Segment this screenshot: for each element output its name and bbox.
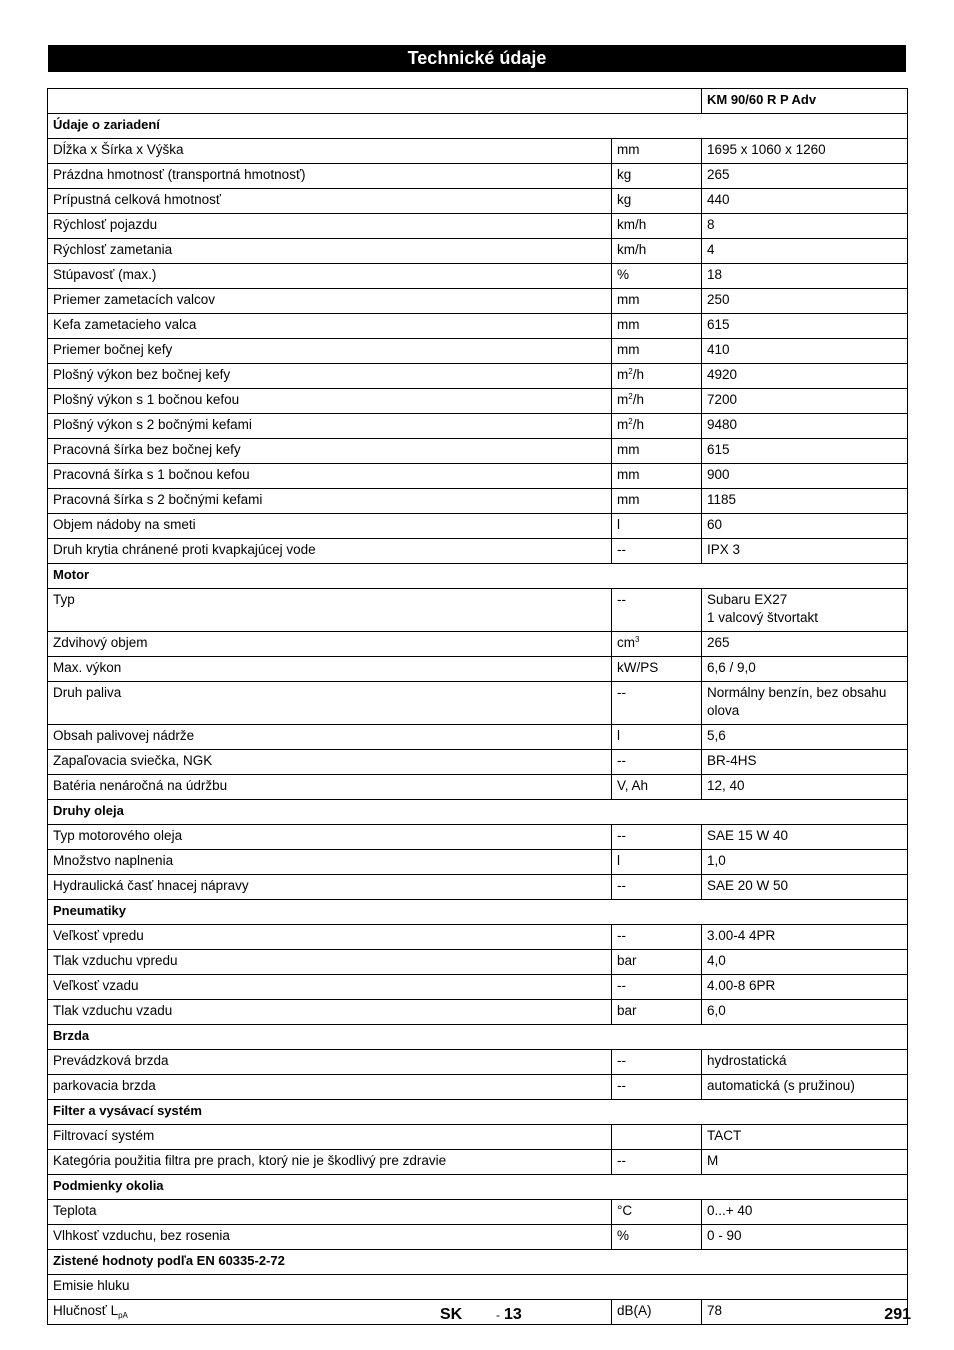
- parameter-cell: parkovacia brzda: [48, 1075, 612, 1100]
- table-row: [48, 825, 908, 850]
- section-heading: Druhy oleja: [48, 800, 908, 825]
- unit-cell: --: [612, 1050, 702, 1075]
- page-title: Technické údaje: [48, 45, 906, 72]
- value-line: Subaru EX27: [707, 592, 788, 607]
- value-cell: 7200: [702, 389, 908, 414]
- table-row: [48, 950, 908, 975]
- section-heading: Údaje o zariadení: [48, 114, 908, 139]
- parameter-cell: Tlak vzduchu vzadu: [48, 1000, 612, 1025]
- unit-cell: --: [612, 875, 702, 900]
- value-cell: 440: [702, 189, 908, 214]
- parameter-cell: Pracovná šírka s 2 bočnými kefami: [48, 489, 612, 514]
- value-cell: [702, 682, 908, 725]
- parameter-cell: [48, 1300, 612, 1325]
- parameter-cell: Plošný výkon s 1 bočnou kefou: [48, 389, 612, 414]
- table-header-row: [48, 89, 908, 114]
- section-heading: Filter a vysávací systém: [48, 1100, 908, 1125]
- unit-cell: --: [612, 539, 702, 564]
- table-row: [48, 925, 908, 950]
- section-heading-row: [48, 800, 908, 825]
- unit-cell: l: [612, 725, 702, 750]
- unit-cell: %: [612, 264, 702, 289]
- parameter-cell: Plošný výkon s 2 bočnými kefami: [48, 414, 612, 439]
- table-row: [48, 1075, 908, 1100]
- unit-cell: [612, 1125, 702, 1150]
- section-heading-row: [48, 900, 908, 925]
- value-cell: SAE 20 W 50: [702, 875, 908, 900]
- unit-cell: bar: [612, 950, 702, 975]
- unit-cell: mm: [612, 489, 702, 514]
- parameter-cell: Batéria nenáročná na údržbu: [48, 775, 612, 800]
- unit-cell: mm: [612, 439, 702, 464]
- motor-type-row: [48, 589, 908, 632]
- table-row: [48, 439, 908, 464]
- unit-cell: $m^2/h$: [612, 364, 702, 389]
- unit-cell: --: [612, 925, 702, 950]
- table-row: [48, 975, 908, 1000]
- unit-cell: $m^2/h$: [612, 414, 702, 439]
- section-heading-row: [48, 114, 908, 139]
- parameter-cell: Hydraulická časť hnacej nápravy: [48, 875, 612, 900]
- unit-cell: °C: [612, 1200, 702, 1225]
- value-cell: 3.00-4 4PR: [702, 925, 908, 950]
- parameter-cell: Dĺžka x Šírka x Výška: [48, 139, 612, 164]
- section-heading: Motor: [48, 564, 908, 589]
- table-row: [48, 464, 908, 489]
- unit-cell: --: [612, 682, 702, 725]
- value-cell: TACT: [702, 1125, 908, 1150]
- noise-row: [48, 1300, 908, 1325]
- table-row: [48, 414, 908, 439]
- value-cell: 6,6 / 9,0: [702, 657, 908, 682]
- value-cell: 60: [702, 514, 908, 539]
- value-cell: 8: [702, 214, 908, 239]
- table-row: [48, 364, 908, 389]
- parameter-cell: Max. výkon: [48, 657, 612, 682]
- parameter-cell: Kategória použitia filtra pre prach, ktorý nie je škodlivý pre zdravie: [48, 1150, 612, 1175]
- value-cell: 1695 x 1060 x 1260: [702, 139, 908, 164]
- table-row: [48, 1150, 908, 1175]
- table-row: [48, 389, 908, 414]
- parameter-cell: Rýchlosť pojazdu: [48, 214, 612, 239]
- unit-cell: --: [612, 1150, 702, 1175]
- unit-cell: kg: [612, 164, 702, 189]
- table-row: [48, 289, 908, 314]
- footer-language: SK: [440, 1306, 463, 1323]
- value-cell: 4.00-8 6PR: [702, 975, 908, 1000]
- parameter-cell: Pracovná šírka s 1 bočnou kefou: [48, 464, 612, 489]
- parameter-cell: Veľkosť vpredu: [48, 925, 612, 950]
- value-cell: 265: [702, 164, 908, 189]
- noise-label-subscript: pA: [118, 1311, 128, 1320]
- value-cell: 6,0: [702, 1000, 908, 1025]
- section-heading-row: [48, 564, 908, 589]
- parameter-cell: Prázdna hmotnosť (transportná hmotnosť): [48, 164, 612, 189]
- table-row: [48, 775, 908, 800]
- parameter-cell: Filtrovací systém: [48, 1125, 612, 1150]
- parameter-cell: Obsah palivovej nádrže: [48, 725, 612, 750]
- value-cell: 4,0: [702, 950, 908, 975]
- value-cell: BR-4HS: [702, 750, 908, 775]
- value-cell: 5,6: [702, 725, 908, 750]
- value-cell: 4920: [702, 364, 908, 389]
- noise-heading-row: [48, 1275, 908, 1300]
- parameter-cell: Druh paliva: [48, 682, 612, 725]
- unit-cell: $cm^3$: [612, 632, 702, 657]
- value-cell: 78: [702, 1300, 908, 1325]
- footer-local-page: [496, 1306, 522, 1324]
- table-row: [48, 1125, 908, 1150]
- unit-cell: dB(A): [612, 1300, 702, 1325]
- table-row: [48, 339, 908, 364]
- value-line: Normálny benzín, bez obsahu: [707, 685, 887, 700]
- value-cell: 12, 40: [702, 775, 908, 800]
- parameter-cell: Veľkosť vzadu: [48, 975, 612, 1000]
- model-header: KM 90/60 R P Adv: [702, 89, 908, 114]
- section-heading-row: [48, 1100, 908, 1125]
- spec-table: [47, 88, 908, 1325]
- motor-power-row: [48, 657, 908, 682]
- unit-cell: mm: [612, 314, 702, 339]
- table-row: [48, 514, 908, 539]
- noise-label: Hlučnosť L: [53, 1303, 119, 1318]
- table-row: [48, 725, 908, 750]
- parameter-cell: Objem nádoby na smeti: [48, 514, 612, 539]
- footer-dash: -: [496, 1308, 500, 1322]
- value-cell: 0 - 90: [702, 1225, 908, 1250]
- parameter-cell: Tlak vzduchu vpredu: [48, 950, 612, 975]
- table-row: [48, 875, 908, 900]
- parameter-cell: Kefa zametacieho valca: [48, 314, 612, 339]
- section-heading: Pneumatiky: [48, 900, 908, 925]
- motor-displacement-row: [48, 632, 908, 657]
- value-cell: hydrostatická: [702, 1050, 908, 1075]
- value-line: 1 valcový štvortakt: [707, 610, 819, 625]
- table-row: [48, 139, 908, 164]
- unit-cell: --: [612, 589, 702, 632]
- table-row: [48, 1225, 908, 1250]
- table-row: [48, 189, 908, 214]
- unit-cell: --: [612, 825, 702, 850]
- table-row: [48, 489, 908, 514]
- value-cell: 9480: [702, 414, 908, 439]
- unit-cell: kW/PS: [612, 657, 702, 682]
- section-heading-row: [48, 1025, 908, 1050]
- section-heading: Brzda: [48, 1025, 908, 1050]
- unit-cell: --: [612, 1075, 702, 1100]
- value-cell: 615: [702, 314, 908, 339]
- value-cell: SAE 15 W 40: [702, 825, 908, 850]
- unit-cell: km/h: [612, 214, 702, 239]
- parameter-cell: Druh krytia chránené proti kvapkajúcej vode: [48, 539, 612, 564]
- unit-cell: l: [612, 850, 702, 875]
- value-line: olova: [707, 703, 740, 718]
- footer-local-page-number: 13: [504, 1306, 522, 1323]
- value-cell: 0...+ 40: [702, 1200, 908, 1225]
- footer-page-number: 291: [884, 1306, 911, 1323]
- value-cell: [702, 589, 908, 632]
- table-row: [48, 850, 908, 875]
- table-row: [48, 1000, 908, 1025]
- unit-cell: kg: [612, 189, 702, 214]
- parameter-cell: Teplota: [48, 1200, 612, 1225]
- table-row: [48, 539, 908, 564]
- unit-cell: $m^2/h$: [612, 389, 702, 414]
- unit-cell: --: [612, 750, 702, 775]
- table-row: [48, 750, 908, 775]
- unit-cell: mm: [612, 339, 702, 364]
- table-row: [48, 214, 908, 239]
- motor-fuel-row: [48, 682, 908, 725]
- parameter-cell: Zdvihový objem: [48, 632, 612, 657]
- parameter-cell: Plošný výkon bez bočnej kefy: [48, 364, 612, 389]
- header-empty-cell: [48, 89, 702, 114]
- value-cell: M: [702, 1150, 908, 1175]
- parameter-cell: Zapaľovacia sviečka, NGK: [48, 750, 612, 775]
- parameter-cell: Stúpavosť (max.): [48, 264, 612, 289]
- value-cell: 900: [702, 464, 908, 489]
- table-row: [48, 1200, 908, 1225]
- section-heading: Podmienky okolia: [48, 1175, 908, 1200]
- parameter-cell: Priemer zametacích valcov: [48, 289, 612, 314]
- parameter-cell: Prípustná celková hmotnosť: [48, 189, 612, 214]
- unit-cell: --: [612, 975, 702, 1000]
- unit-cell: l: [612, 514, 702, 539]
- parameter-cell: Pracovná šírka bez bočnej kefy: [48, 439, 612, 464]
- noise-heading: Emisie hluku: [48, 1275, 908, 1300]
- parameter-cell: Typ: [48, 589, 612, 632]
- value-cell: 265: [702, 632, 908, 657]
- table-row: [48, 314, 908, 339]
- value-cell: 18: [702, 264, 908, 289]
- parameter-cell: Vlhkosť vzduchu, bez rosenia: [48, 1225, 612, 1250]
- parameter-cell: Typ motorového oleja: [48, 825, 612, 850]
- section-heading-row: [48, 1250, 908, 1275]
- value-cell: IPX 3: [702, 539, 908, 564]
- parameter-cell: Prevádzková brzda: [48, 1050, 612, 1075]
- section-heading-row: [48, 1175, 908, 1200]
- parameter-cell: Priemer bočnej kefy: [48, 339, 612, 364]
- section-heading: Zistené hodnoty podľa EN 60335-2-72: [48, 1250, 908, 1275]
- table-row: [48, 264, 908, 289]
- parameter-cell: Množstvo naplnenia: [48, 850, 612, 875]
- table-row: [48, 1050, 908, 1075]
- value-cell: 615: [702, 439, 908, 464]
- unit-cell: mm: [612, 464, 702, 489]
- value-cell: 1185: [702, 489, 908, 514]
- value-cell: automatická (s pružinou): [702, 1075, 908, 1100]
- value-cell: 250: [702, 289, 908, 314]
- unit-cell: V, Ah: [612, 775, 702, 800]
- unit-cell: mm: [612, 289, 702, 314]
- value-cell: 1,0: [702, 850, 908, 875]
- table-row: [48, 239, 908, 264]
- unit-cell: bar: [612, 1000, 702, 1025]
- parameter-cell: Rýchlosť zametania: [48, 239, 612, 264]
- unit-cell: km/h: [612, 239, 702, 264]
- value-cell: 4: [702, 239, 908, 264]
- table-row: [48, 164, 908, 189]
- unit-cell: mm: [612, 139, 702, 164]
- unit-cell: %: [612, 1225, 702, 1250]
- value-cell: 410: [702, 339, 908, 364]
